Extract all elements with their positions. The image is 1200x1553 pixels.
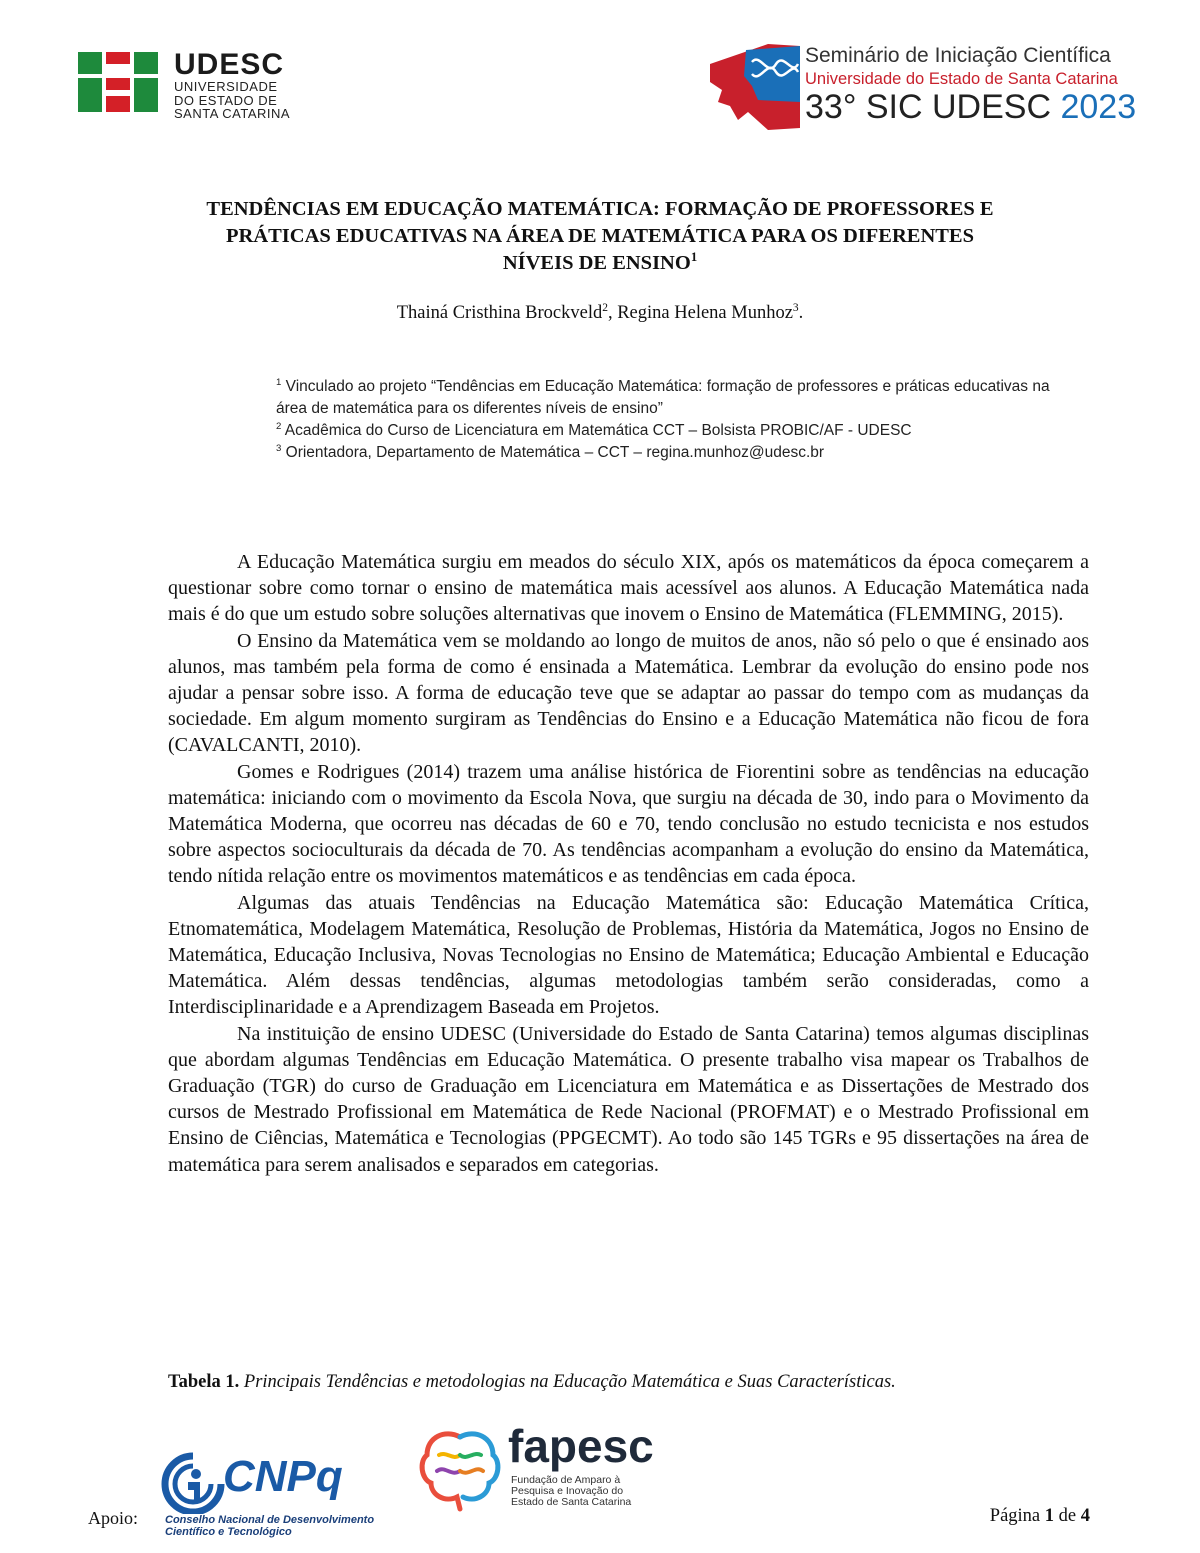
paragraph-3: Gomes e Rodrigues (2014) trazem uma análise histórica de Fiorentini sobre as tendências na educação matemática: iniciando com o movimento da Escola Nova, que surgiu na década de 30, indo para o Movimento da Matemática Moderna, que ocorreu nas décadas de 60 e 70, tendo conclusão no estudo tecnicista e nos estudos sobre aspectos socioculturais da década de 70. As tendências acompanham a evolução do ensino da Matemática, tendo nítida relação entre os movimentos matemáticos e as tendências em cada época. — [168, 760, 1089, 888]
cnpq-sub-1: Conselho Nacional de Desenvolvimento — [165, 1514, 375, 1526]
udesc-line3: SANTA CATARINA — [174, 106, 291, 121]
sic-title: Seminário de Iniciação Científica — [805, 44, 1111, 67]
title-line-3 — [120, 250, 1080, 277]
fapesc-sub-1: Fundação de Amparo à — [511, 1474, 621, 1486]
udesc-mark-icon — [78, 52, 158, 112]
caption-label: Tabela 1. — [168, 1372, 240, 1392]
footnote-2-text: Acadêmica do Curso de Licenciatura em Matemática CCT – Bolsista PROBIC/AF - UDESC — [281, 422, 912, 439]
title-line-3-text: NÍVEIS DE ENSINO — [502, 252, 691, 274]
title-footnote-ref: 1 — [690, 250, 698, 265]
caption-text: Principais Tendências e metodologias na Educação Matemática e Suas Características. — [239, 1372, 896, 1392]
udesc-logo — [78, 48, 318, 121]
footnote-1-mark: 1 — [276, 376, 282, 388]
footnote-3-text: Orientadora, Departamento de Matemática – CCT – regina.munhoz@udesc.br — [281, 444, 825, 461]
footnote-1-text: Vinculado ao projeto “Tendências em Educação Matemática: formação de professores e práticas educativas na área de matemática para os diferentes níveis de ensino” — [276, 378, 1050, 417]
footnote-1 — [276, 376, 1076, 420]
page-current: 1 — [1044, 1506, 1055, 1526]
paper-title — [120, 196, 1080, 277]
footnote-3-mark: 3 — [276, 442, 282, 454]
paragraph-5: Na instituição de ensino UDESC (Universidade do Estado de Santa Catarina) temos algumas disciplinas que abordam algumas Tendências em Educação Matemática. O presente trabalho visa mapear os Trabalhos de Graduação (TGR) do curso de Graduação em Licenciatura em Matemática e as Dissertações de Mestrado dos cursos de Mestrado Profissional em Matemática de Rede Nacional (PROFMAT) e o Mestrado Profissional em Ensino de Ciências, Matemática e Tecnologias (PPGECMT). Ao todo são 145 TGRs e 95 dissertações na área de matemática para serem analisados e separados em categorias. — [168, 1022, 1089, 1176]
paragraph-4: Algumas das atuais Tendências na Educação Matemática são: Educação Matemática Crítica, Etnomatemática, Modelagem Matemática, Resolução de Problemas, História da Matemática, Jogos no Ensino de Matemática, Educação Inclusiva, Novas Tecnologias no Ensino de Matemática; Educação Ambiental e Educação Matemática. Além dessas tendências, algumas metodologias também serão consideradas, como a Interdisciplinaridade e a Aprendizagem Baseada em Projetos. — [168, 891, 1089, 1019]
cnpq-sub-2: Científico e Tecnológico — [165, 1526, 292, 1538]
fapesc-sub-2: Pesquisa e Inovação do — [511, 1485, 624, 1497]
page-number — [990, 1506, 1090, 1527]
body-text — [168, 549, 1089, 1178]
cnpq-emblem-icon — [160, 1452, 226, 1514]
title-line-1: TENDÊNCIAS EM EDUCAÇÃO MATEMÁTICA: FORMAÇÃO DE PROFESSORES E — [206, 198, 994, 220]
fapesc-sub-3: Estado de Santa Catarina — [511, 1496, 632, 1508]
fapesc-logo — [415, 1420, 675, 1535]
author-sep: , — [607, 303, 618, 323]
fapesc-brain-icon — [415, 1425, 505, 1515]
sic-logo — [708, 42, 1137, 132]
cnpq-name: CNPq — [223, 1452, 343, 1501]
apoio-label: Apoio: — [88, 1508, 139, 1528]
author-2-ref: 3 — [792, 301, 799, 314]
page-mid: de — [1054, 1506, 1081, 1526]
udesc-name: UDESC — [174, 48, 285, 81]
page-total: 4 — [1080, 1506, 1090, 1526]
sic-year: 2023 — [1060, 88, 1137, 126]
author-1-ref: 2 — [602, 301, 608, 314]
footnote-2-mark: 2 — [276, 420, 282, 432]
footnote-2 — [276, 420, 1076, 442]
paragraph-1: A Educação Matemática surgiu em meados do século XIX, após os matemáticos da época começarem a questionar sobre como tornar o ensino de matemática mais acessível aos alunos. A Educação Matemática nada mais é do que um estudo sobre soluções alternativas que inovem o Ensino de Matemática (FLEMMING, 2015). — [168, 551, 1089, 626]
cnpq-subtitle — [165, 1514, 374, 1538]
title-line-2: PRÁTICAS EDUCATIVAS NA ÁREA DE MATEMÁTICA PARA OS DIFERENTES — [226, 225, 974, 247]
sic-edition-text: 33° SIC UDESC — [805, 88, 1052, 126]
fapesc-name: fapesc — [508, 1420, 654, 1472]
sic-edition — [805, 88, 1136, 127]
udesc-line2: DO ESTADO DE — [174, 92, 278, 108]
footnotes — [276, 376, 1076, 464]
author-end: . — [798, 303, 804, 323]
sic-university: Universidade do Estado de Santa Catarina — [805, 70, 1118, 88]
authors — [120, 303, 1080, 324]
fapesc-subtitle — [511, 1475, 631, 1508]
cnpq-logo — [160, 1452, 380, 1548]
author-2: Regina Helena Munhoz — [617, 303, 793, 323]
table-caption — [168, 1372, 896, 1393]
paragraph-2: O Ensino da Matemática vem se moldando ao longo de muitos de anos, não só pelo o que é ensinado aos alunos, mas também pela forma de como é ensinada a Matemática. Lembrar da evolução do ensino pode nos ajudar a pensar sobre isso. A forma de educação teve que se adaptar ao passar do tempo com as mudanças da sociedade. Em algum momento surgiram as Tendências do Ensino e a Educação Matemática não ficou de fora (CAVALCANTI, 2010). — [168, 629, 1089, 757]
author-1: Thainá Cristhina Brockveld — [396, 303, 603, 323]
sic-profile-icon — [708, 42, 800, 132]
page-prefix: Página — [989, 1506, 1045, 1526]
udesc-line1: UNIVERSIDADE — [174, 79, 278, 94]
footnote-3 — [276, 442, 1076, 464]
